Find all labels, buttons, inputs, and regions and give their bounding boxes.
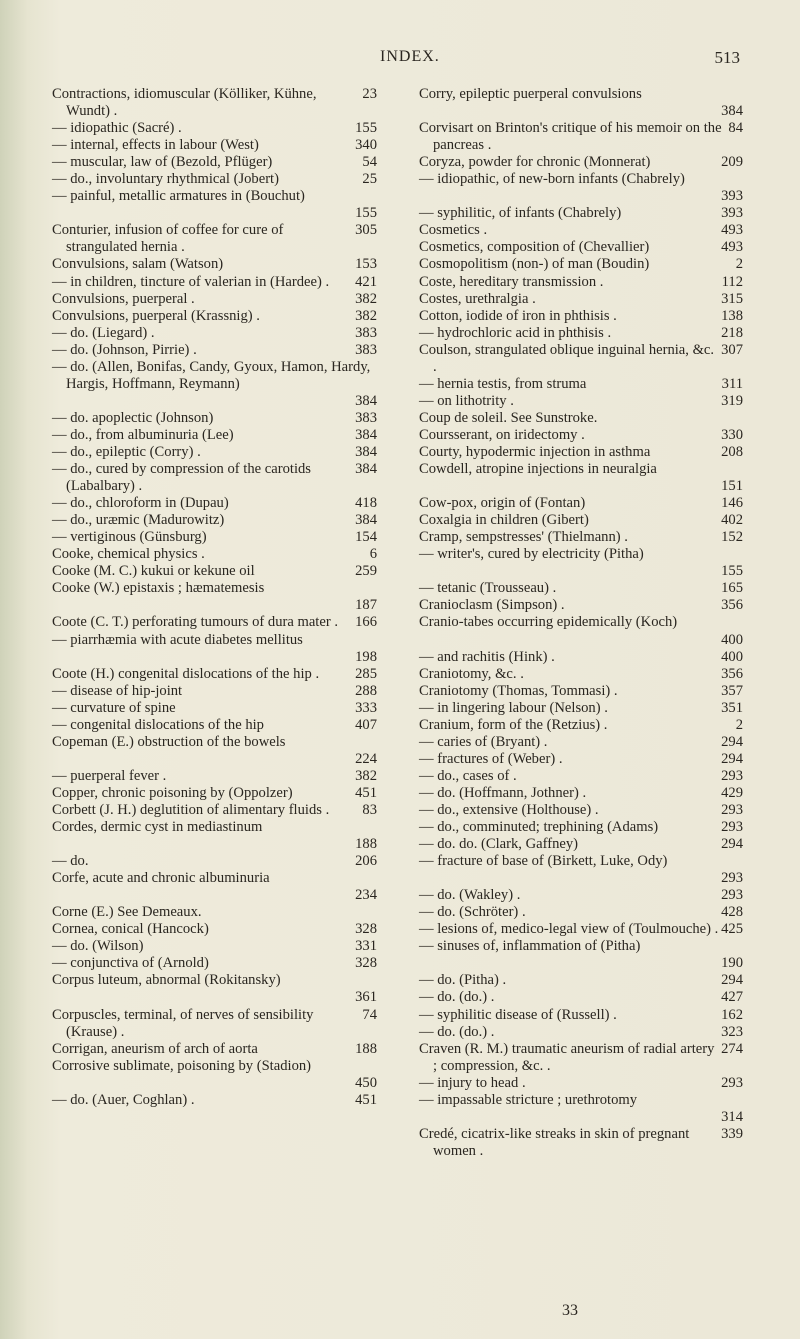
- index-entry: [52, 86, 377, 120]
- entry-page-ref: 285: [355, 665, 377, 682]
- running-title: INDEX.: [380, 48, 440, 65]
- entry-text: — do. (do.) .: [419, 989, 495, 1006]
- entry-text: — writer's, cured by electricity (Pitha): [419, 546, 644, 563]
- entry-text: Craniotomy, &c. .: [419, 665, 524, 682]
- index-entry: [52, 291, 377, 308]
- entry-page-ref: 384: [355, 512, 377, 529]
- entry-text: Cornea, conical (Hancock): [52, 921, 209, 938]
- entry-text: — caries of (Bryant) .: [419, 733, 548, 750]
- index-entry: [419, 256, 743, 273]
- entry-text: Cranium, form of the (Retzius) .: [419, 716, 608, 733]
- entry-page-ref: 393: [721, 205, 743, 222]
- index-entry: [52, 580, 377, 597]
- entry-page-ref: 384: [355, 443, 377, 460]
- entry-text: Cooke, chemical physics .: [52, 546, 205, 563]
- entry-page-ref: 311: [721, 375, 743, 392]
- entry-text: Copeman (E.) obstruction of the bowels: [52, 733, 286, 750]
- index-entry: [419, 393, 743, 410]
- entry-page-ref: 425: [721, 921, 743, 938]
- index-entry: [419, 717, 743, 734]
- entry-text: Coste, hereditary transmission .: [419, 273, 604, 290]
- index-entry: [52, 853, 377, 870]
- entry-text: — piarrhæmia with acute diabetes mellitus: [52, 631, 303, 648]
- index-entry: [419, 274, 743, 291]
- index-entry: [52, 1041, 377, 1058]
- entry-text: Cooke (W.) epistaxis ; hæmatemesis: [52, 580, 265, 597]
- entry-page-ref: 393: [721, 188, 743, 205]
- entry-page-ref: 187: [355, 597, 377, 614]
- entry-text: — impassable stricture ; urethrotomy: [419, 1091, 638, 1108]
- entry-page-ref: 138: [721, 307, 743, 324]
- index-entry: [52, 1058, 377, 1075]
- index-entry: [52, 904, 377, 921]
- entry-text: Corfe, acute and chronic albuminuria: [52, 870, 270, 887]
- entry-text: — vertiginous (Günsburg): [52, 529, 207, 546]
- entry-page-ref: 294: [721, 972, 743, 989]
- entry-text: — and rachitis (Hink) .: [419, 648, 555, 665]
- index-entry: [419, 751, 743, 768]
- index-entry: [419, 1024, 743, 1041]
- entry-page-ref: 428: [721, 904, 743, 921]
- entry-page-ref: 418: [355, 495, 377, 512]
- entry-page-ref: 2: [735, 256, 743, 273]
- index-entry: [419, 154, 743, 171]
- entry-text: — hydrochloric acid in phthisis .: [419, 324, 612, 341]
- entry-text: Craven (R. M.) traumatic aneurism of radial artery ; compression, &c. .: [419, 1040, 715, 1074]
- entry-page-ref: 383: [355, 324, 377, 341]
- entry-page-ref: 293: [721, 819, 743, 836]
- entry-text: — puerperal fever .: [52, 767, 167, 784]
- entry-text: — sinuses of, inflammation of (Pitha): [419, 938, 641, 955]
- index-entry: [52, 444, 377, 461]
- index-entry: [419, 768, 743, 785]
- index-entry: [419, 86, 743, 103]
- entry-page-ref: 450: [355, 1074, 377, 1091]
- entry-page-ref: 293: [721, 801, 743, 818]
- index-entry: [419, 938, 743, 955]
- index-entry: [52, 921, 377, 938]
- entry-text: Coup de soleil. See Sunstroke.: [419, 409, 598, 426]
- entry-text: — conjunctiva of (Arnold): [52, 955, 209, 972]
- entry-text: — fracture of base of (Birkett, Luke, Ody): [419, 853, 668, 870]
- index-entry: [52, 256, 377, 273]
- entry-text: — do. (Johnson, Pirrie) .: [52, 341, 197, 358]
- entry-text: — disease of hip-joint: [52, 682, 183, 699]
- index-entry: [52, 666, 377, 683]
- entry-text: — in lingering labour (Nelson) .: [419, 699, 608, 716]
- entry-page-ref: 357: [721, 682, 743, 699]
- index-entry: [419, 683, 743, 700]
- index-column-left: [52, 86, 377, 1109]
- entry-page-ref: 305: [355, 222, 377, 239]
- index-entry: [52, 563, 377, 580]
- entry-page-ref: 224: [355, 750, 377, 767]
- entry-page-ref: 384: [355, 426, 377, 443]
- index-entry: [52, 785, 377, 802]
- entry-page-ref: 340: [355, 137, 377, 154]
- index-entry: [52, 870, 377, 887]
- index-entry: [52, 768, 377, 785]
- entry-text: Conturier, infusion of coffee for cure of strangulated hernia .: [52, 222, 284, 256]
- entry-text: — do. (Wakley) .: [419, 887, 521, 904]
- entry-page-ref: 294: [721, 750, 743, 767]
- entry-page-ref: 259: [355, 563, 377, 580]
- index-entry: [52, 222, 377, 256]
- index-entry: [419, 785, 743, 802]
- entry-page-ref: 427: [721, 989, 743, 1006]
- entry-text: Coulson, strangulated oblique inguinal hernia, &c. .: [419, 341, 715, 375]
- entry-page-ref: 151: [721, 478, 743, 495]
- entry-text: — do., extensive (Holthouse) .: [419, 801, 599, 818]
- index-entry: [419, 887, 743, 904]
- entry-page-ref: 190: [721, 955, 743, 972]
- entry-page-ref: 153: [355, 256, 377, 273]
- entry-page-ref: 6: [369, 546, 377, 563]
- entry-page-ref: 218: [721, 324, 743, 341]
- entry-page-ref: 165: [721, 580, 743, 597]
- entry-page-ref: 112: [721, 273, 743, 290]
- entry-page-ref: 2: [735, 716, 743, 733]
- entry-text: — syphilitic disease of (Russell) .: [419, 1006, 617, 1023]
- index-entry: [52, 359, 377, 393]
- entry-page-ref: 361: [355, 989, 377, 1006]
- entry-page-ref: 288: [355, 682, 377, 699]
- entry-text: — fractures of (Weber) .: [419, 750, 563, 767]
- entry-page-ref: 400: [721, 648, 743, 665]
- signature-mark: 33: [562, 1302, 578, 1319]
- entry-text: — painful, metallic armatures in (Bouchut): [52, 188, 305, 205]
- entry-page-ref: 25: [362, 171, 377, 188]
- index-entry: [52, 802, 377, 819]
- entry-page-ref: 293: [721, 887, 743, 904]
- entry-page-ref: 208: [721, 443, 743, 460]
- index-entry: [419, 120, 743, 154]
- entry-text: Corne (E.) See Demeaux.: [52, 904, 202, 921]
- index-entry: [52, 410, 377, 427]
- index-entry: [419, 512, 743, 529]
- index-entry: [419, 1126, 743, 1160]
- entry-page-ref: 307: [721, 341, 743, 358]
- entry-text: Cooke (M. C.) kukui or kekune oil: [52, 563, 255, 580]
- index-entry: [419, 580, 743, 597]
- entry-page-ref: 384: [721, 103, 743, 120]
- index-entry: [419, 734, 743, 751]
- entry-page-ref: 493: [721, 222, 743, 239]
- entry-page-ref: 293: [721, 870, 743, 887]
- entry-text: — idiopathic (Sacré) .: [52, 120, 182, 137]
- entry-page-ref: 293: [721, 767, 743, 784]
- index-entry: [52, 308, 377, 325]
- entry-page-ref: 152: [721, 529, 743, 546]
- entry-text: Cordes, dermic cyst in mediastinum: [52, 819, 263, 836]
- entry-text: Corry, epileptic puerperal convulsions: [419, 86, 642, 102]
- index-entry: [419, 836, 743, 853]
- entry-page-ref: 382: [355, 307, 377, 324]
- index-entry: [419, 376, 743, 393]
- index-entry: [52, 972, 377, 989]
- entry-text: — on lithotrity .: [419, 392, 514, 409]
- index-entry: [52, 1007, 377, 1041]
- index-entry: [52, 955, 377, 972]
- entry-text: — injury to head .: [419, 1074, 526, 1091]
- entry-text: — do. (Schröter) .: [419, 904, 526, 921]
- entry-text: Coursserant, on iridectomy .: [419, 426, 585, 443]
- index-entry: [52, 325, 377, 342]
- entry-page-ref: 314: [721, 1108, 743, 1125]
- entry-text: — do. (Hoffmann, Jothner) .: [419, 784, 587, 801]
- entry-page-ref: 162: [721, 1006, 743, 1023]
- entry-text: — tetanic (Trousseau) .: [419, 580, 557, 597]
- index-entry: [52, 529, 377, 546]
- entry-text: — do. (Allen, Bonifas, Candy, Gyoux, Hamon, Hardy, Hargis, Hoffmann, Reymann): [52, 358, 371, 392]
- entry-text: Corrigan, aneurism of arch of aorta: [52, 1040, 258, 1057]
- entry-text: — in children, tincture of valerian in (Hardee) .: [52, 273, 330, 290]
- entry-text: — hernia testis, from struma: [419, 375, 587, 392]
- entry-text: Coryza, powder for chronic (Monnerat): [419, 154, 651, 171]
- entry-page-ref: 323: [721, 1023, 743, 1040]
- index-entry: [419, 222, 743, 239]
- index-entry: [419, 495, 743, 512]
- entry-page-ref: 155: [355, 205, 377, 222]
- entry-text: Craniotomy (Thomas, Tommasi) .: [419, 682, 618, 699]
- index-entry: [419, 205, 743, 222]
- entry-text: Corpus luteum, abnormal (Rokitansky): [52, 972, 281, 989]
- entry-page-ref: 331: [355, 938, 377, 955]
- index-entry: [52, 614, 377, 631]
- entry-page-ref: 155: [721, 563, 743, 580]
- index-entry: [52, 342, 377, 359]
- entry-text: — congenital dislocations of the hip: [52, 716, 264, 733]
- index-entry: [419, 819, 743, 836]
- entry-text: Cowdell, atropine injections in neuralgia: [419, 461, 657, 478]
- index-entry: [52, 154, 377, 171]
- index-entry: [52, 938, 377, 955]
- index-entry: [52, 427, 377, 444]
- index-entry: [52, 546, 377, 563]
- entry-text: — do. apoplectic (Johnson): [52, 409, 214, 426]
- page-number: 513: [714, 48, 740, 67]
- entry-page-ref: 356: [721, 665, 743, 682]
- entry-page-ref: 333: [355, 699, 377, 716]
- index-entry: [52, 274, 377, 291]
- entry-text: Cosmetics .: [419, 222, 488, 239]
- index-entry: [419, 597, 743, 614]
- index-entry: [419, 342, 743, 376]
- entry-text: Convulsions, puerperal .: [52, 290, 195, 307]
- index-entry: [419, 666, 743, 683]
- entry-page-ref: 206: [355, 853, 377, 870]
- entry-text: — curvature of spine: [52, 699, 176, 716]
- entry-text: Cotton, iodide of iron in phthisis .: [419, 307, 617, 324]
- entry-text: — do., cases of .: [419, 767, 517, 784]
- entry-page-ref: 402: [721, 512, 743, 529]
- entry-page-ref: 293: [721, 1074, 743, 1091]
- index-entry: [419, 239, 743, 256]
- entry-page-ref: 493: [721, 239, 743, 256]
- index-entry: [52, 700, 377, 717]
- index-entry: [419, 802, 743, 819]
- entry-text: — do., cured by compression of the carotids (Labalbary) .: [52, 461, 311, 495]
- entry-text: — syphilitic, of infants (Chabrely): [419, 205, 622, 222]
- index-entry: [52, 188, 377, 205]
- entry-text: — do. do. (Clark, Gaffney): [419, 836, 579, 853]
- entry-text: — lesions of, medico-legal view of (Toulmouche) .: [419, 921, 719, 938]
- entry-text: — internal, effects in labour (West): [52, 137, 259, 154]
- entry-page-ref: 382: [355, 290, 377, 307]
- index-entry: [52, 495, 377, 512]
- entry-text: — do. (Liegard) .: [52, 324, 155, 341]
- index-entry: [419, 972, 743, 989]
- index-entry: [52, 1092, 377, 1109]
- entry-page-ref: 315: [721, 290, 743, 307]
- index-entry: [419, 546, 743, 563]
- index-entry: [52, 632, 377, 649]
- index-entry: [419, 1007, 743, 1024]
- entry-text: Cosmopolitism (non-) of man (Boudin): [419, 256, 650, 273]
- entry-text: Cranio-tabes occurring epidemically (Koch): [419, 614, 678, 631]
- index-entry: [419, 853, 743, 870]
- entry-page-ref: 383: [355, 409, 377, 426]
- index-entry: [52, 512, 377, 529]
- entry-page-ref: 384: [355, 461, 377, 478]
- index-entry: [52, 137, 377, 154]
- entry-text: — do., from albuminuria (Lee): [52, 426, 234, 443]
- index-entry: [419, 444, 743, 461]
- entry-page-ref: 328: [355, 955, 377, 972]
- entry-page-ref: 154: [355, 529, 377, 546]
- entry-page-ref: 274: [721, 1040, 743, 1057]
- index-entry: [52, 120, 377, 137]
- entry-page-ref: 356: [721, 597, 743, 614]
- entry-text: Corbett (J. H.) deglutition of alimentary fluids .: [52, 801, 330, 818]
- index-entry: [52, 171, 377, 188]
- entry-page-ref: 198: [355, 648, 377, 665]
- entry-page-ref: 188: [355, 836, 377, 853]
- entry-page-ref: 294: [721, 836, 743, 853]
- entry-page-ref: 451: [355, 784, 377, 801]
- index-entry: [419, 649, 743, 666]
- index-entry: [419, 1075, 743, 1092]
- entry-page-ref: 383: [355, 341, 377, 358]
- entry-page-ref: 400: [721, 631, 743, 648]
- index-entry: [419, 529, 743, 546]
- index-entry: [419, 921, 743, 938]
- entry-text: Coxalgia in children (Gibert): [419, 512, 589, 529]
- entry-text: Costes, urethralgia .: [419, 290, 536, 307]
- entry-text: Cramp, sempstresses' (Thielmann) .: [419, 529, 628, 546]
- entry-page-ref: 319: [721, 392, 743, 409]
- entry-text: — do., uræmic (Madurowitz): [52, 512, 225, 529]
- entry-text: Cranioclasm (Simpson) .: [419, 597, 565, 614]
- entry-page-ref: 83: [362, 801, 377, 818]
- entry-text: Corrosive sublimate, poisoning by (Stadion): [52, 1057, 312, 1074]
- entry-page-ref: 429: [721, 784, 743, 801]
- index-entry: [419, 410, 743, 427]
- entry-text: Copper, chronic poisoning by (Oppolzer): [52, 784, 293, 801]
- entry-page-ref: 54: [362, 154, 377, 171]
- index-entry: [52, 734, 377, 751]
- entry-text: — do. (do.) .: [419, 1023, 495, 1040]
- entry-page-ref: 155: [355, 120, 377, 137]
- entry-page-ref: 209: [721, 154, 743, 171]
- index-entry: [419, 325, 743, 342]
- index-entry: [52, 819, 377, 836]
- entry-page-ref: 188: [355, 1040, 377, 1057]
- entry-text: Coote (C. T.) perforating tumours of dura mater .: [52, 614, 338, 631]
- entry-text: — do. (Wilson): [52, 938, 144, 955]
- index-entry: [52, 461, 377, 495]
- entry-text: — do., chloroform in (Dupau): [52, 495, 229, 512]
- entry-text: — do., comminuted; trephining (Adams): [419, 819, 659, 836]
- index-entry: [419, 427, 743, 444]
- index-entry: [419, 1092, 743, 1109]
- entry-text: — do., involuntary rhythmical (Jobert): [52, 171, 279, 188]
- index-entry: [419, 614, 743, 631]
- entry-text: — do.: [52, 853, 89, 870]
- index-entry: [52, 683, 377, 700]
- entry-text: — muscular, law of (Bezold, Pflüger): [52, 154, 273, 171]
- index-entry: [419, 700, 743, 717]
- entry-page-ref: 166: [355, 614, 377, 631]
- index-entry: [419, 291, 743, 308]
- index-column-right: [419, 86, 743, 1160]
- entry-page-ref: 339: [721, 1125, 743, 1142]
- entry-page-ref: 234: [355, 887, 377, 904]
- entry-page-ref: 421: [355, 273, 377, 290]
- entry-text: Credé, cicatrix-like streaks in skin of pregnant women .: [419, 1125, 690, 1159]
- entry-page-ref: 294: [721, 733, 743, 750]
- entry-page-ref: 382: [355, 767, 377, 784]
- entry-text: Corpuscles, terminal, of nerves of sensibility (Krause) .: [52, 1006, 314, 1040]
- entry-text: — idiopathic, of new-born infants (Chabrely): [419, 171, 685, 188]
- entry-page-ref: 384: [355, 392, 377, 409]
- entry-text: — do. (Pitha) .: [419, 972, 507, 989]
- entry-page-ref: 451: [355, 1091, 377, 1108]
- entry-page-ref: 146: [721, 495, 743, 512]
- entry-text: Convulsions, salam (Watson): [52, 256, 224, 273]
- entry-text: — do. (Auer, Coghlan) .: [52, 1091, 195, 1108]
- entry-text: Coote (H.) congenital dislocations of the hip .: [52, 665, 320, 682]
- entry-page-ref: 328: [355, 921, 377, 938]
- entry-text: Corvisart on Brinton's critique of his memoir on the pancreas .: [419, 120, 722, 154]
- entry-text: — do., epileptic (Corry) .: [52, 443, 201, 460]
- entry-text: Cosmetics, composition of (Chevallier): [419, 239, 650, 256]
- entry-text: Courty, hypodermic injection in asthma: [419, 443, 651, 460]
- index-entry: [419, 989, 743, 1006]
- entry-page-ref: 351: [721, 699, 743, 716]
- entry-page-ref: 84: [728, 120, 743, 137]
- index-entry: [419, 1041, 743, 1075]
- index-entry: [419, 308, 743, 325]
- entry-text: Convulsions, puerperal (Krassnig) .: [52, 307, 260, 324]
- entry-text: Contractions, idiomuscular (Kölliker, Kühne, Wundt) .: [52, 86, 317, 120]
- page-header: [0, 48, 800, 68]
- entry-page-ref: 74: [362, 1006, 377, 1023]
- entry-page-ref: 407: [355, 716, 377, 733]
- index-entry: [52, 717, 377, 734]
- entry-page-ref: 23: [362, 86, 377, 102]
- entry-page-ref: 330: [721, 426, 743, 443]
- index-entry: [419, 904, 743, 921]
- index-entry: [419, 461, 743, 478]
- entry-text: Cow-pox, origin of (Fontan): [419, 495, 586, 512]
- index-entry: [419, 171, 743, 188]
